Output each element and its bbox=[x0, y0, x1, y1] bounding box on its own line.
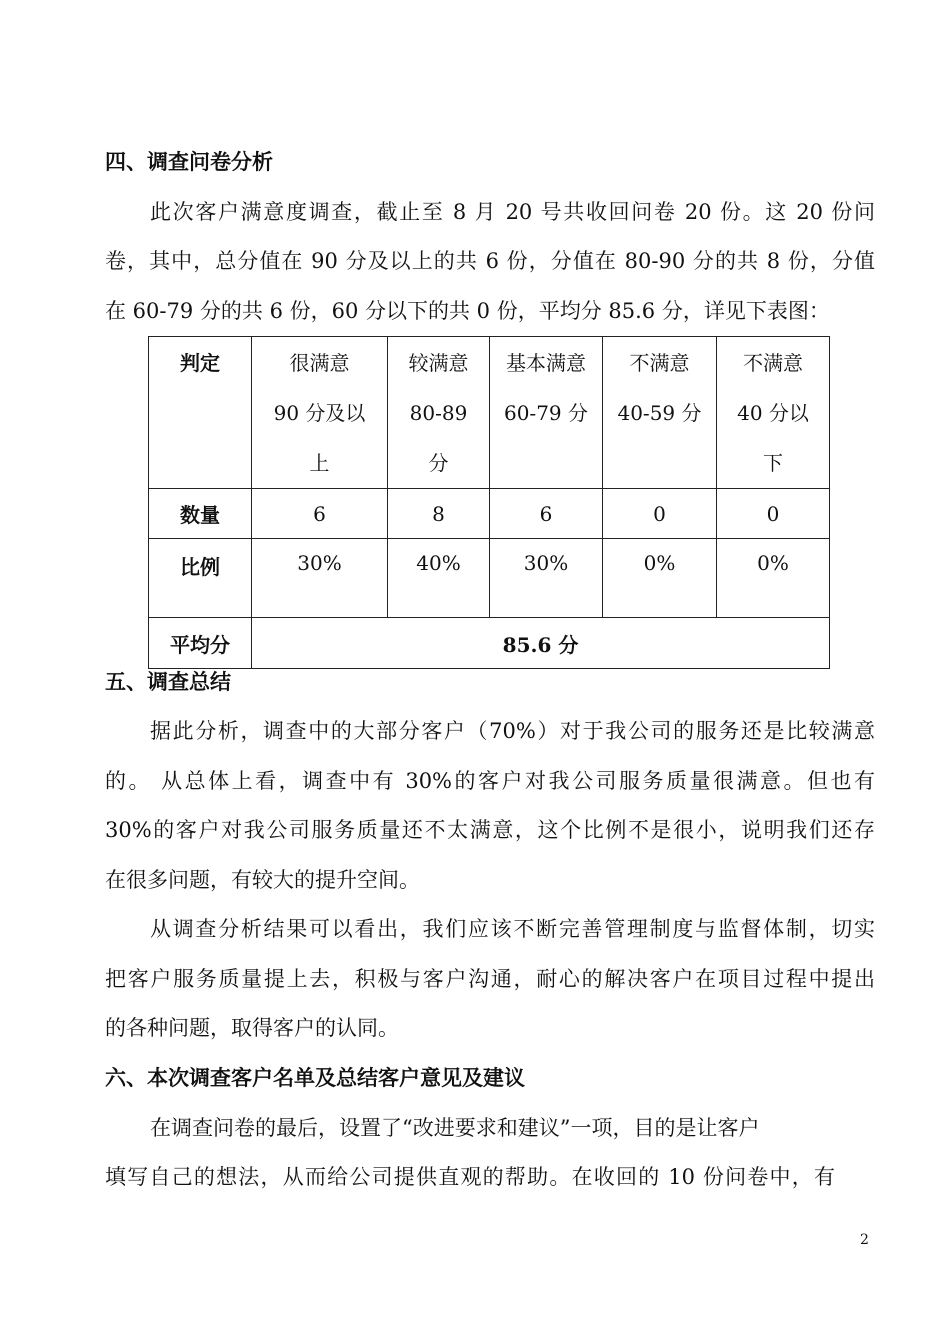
table-row-ratio bbox=[149, 539, 830, 618]
section-6-heading: 六、本次调查客户名单及总结客户意见及建议 bbox=[105, 1065, 525, 1090]
ratio-cell: 0% bbox=[603, 539, 717, 618]
header-cell: 较满意 80-89 分 bbox=[388, 337, 490, 489]
ratio-label-cell: 比例 bbox=[149, 539, 252, 618]
section-5-para-1-line-4: 在很多问题，有较大的提升空间。 bbox=[105, 868, 420, 892]
section-5-para-1-line-1: 据此分析，调查中的大部分客户（70%）对于我公司的服务还是比较满意 bbox=[150, 719, 875, 743]
ratio-cell: 40% bbox=[388, 539, 490, 618]
section-5-para-2-line-3: 的各种问题，取得客户的认同。 bbox=[105, 1016, 399, 1040]
count-cell: 6 bbox=[252, 489, 388, 539]
count-cell: 0 bbox=[717, 489, 830, 539]
section-4-line-2: 卷，其中，总分值在 90 分及以上的共 6 份，分值在 80-90 分的共 8 份，分值 bbox=[105, 249, 875, 273]
table-row-count bbox=[149, 489, 830, 539]
section-5-para-2-line-2: 把客户服务质量提上去，积极与客户沟通，耐心的解决客户在项目过程中提出 bbox=[105, 967, 875, 991]
section-5-para-1-line-3: 30%的客户对我公司服务质量还不太满意，这个比例不是很小，说明我们还存 bbox=[105, 818, 875, 842]
table-header-row bbox=[149, 337, 830, 489]
section-5-heading: 五、调查总结 bbox=[105, 669, 231, 694]
header-cell: 很满意 90 分及以 上 bbox=[252, 337, 388, 489]
count-cell: 6 bbox=[490, 489, 603, 539]
header-cell: 基本满意 60-79 分 bbox=[490, 337, 603, 489]
survey-result-table bbox=[148, 336, 830, 669]
ratio-cell: 0% bbox=[717, 539, 830, 618]
ratio-cell: 30% bbox=[490, 539, 603, 618]
header-label-cell: 判定 bbox=[149, 337, 252, 489]
count-cell: 8 bbox=[388, 489, 490, 539]
table-row-average bbox=[149, 618, 830, 669]
average-label-cell: 平均分 bbox=[149, 618, 252, 669]
section-4-heading: 四、调查问卷分析 bbox=[105, 149, 273, 174]
section-6-line-1: 在调查问卷的最后，设置了“改进要求和建议”一项，目的是让客户 bbox=[150, 1116, 760, 1140]
section-4-line-1: 此次客户满意度调查，截止至 8 月 20 号共收回问卷 20 份。这 20 份问 bbox=[150, 200, 875, 224]
page-number: 2 bbox=[860, 1232, 869, 1248]
header-cell: 不满意 40-59 分 bbox=[603, 337, 717, 489]
count-label-cell: 数量 bbox=[149, 489, 252, 539]
section-4-line-3: 在 60-79 分的共 6 份，60 分以下的共 0 份，平均分 85.6 分，详见下表图： bbox=[105, 299, 830, 323]
header-cell: 不满意 40 分以 下 bbox=[717, 337, 830, 489]
count-cell: 0 bbox=[603, 489, 717, 539]
ratio-cell: 30% bbox=[252, 539, 388, 618]
section-6-line-2: 填写自己的想法，从而给公司提供直观的帮助。在收回的 10 份问卷中，有 bbox=[105, 1165, 835, 1189]
section-5-para-1-line-2: 的。 从总体上看，调查中有 30%的客户对我公司服务质量很满意。但也有 bbox=[105, 769, 875, 793]
section-5-para-2-line-1: 从调查分析结果可以看出，我们应该不断完善管理制度与监督体制，切实 bbox=[150, 917, 875, 941]
average-value-cell: 85.6 分 bbox=[252, 618, 830, 669]
